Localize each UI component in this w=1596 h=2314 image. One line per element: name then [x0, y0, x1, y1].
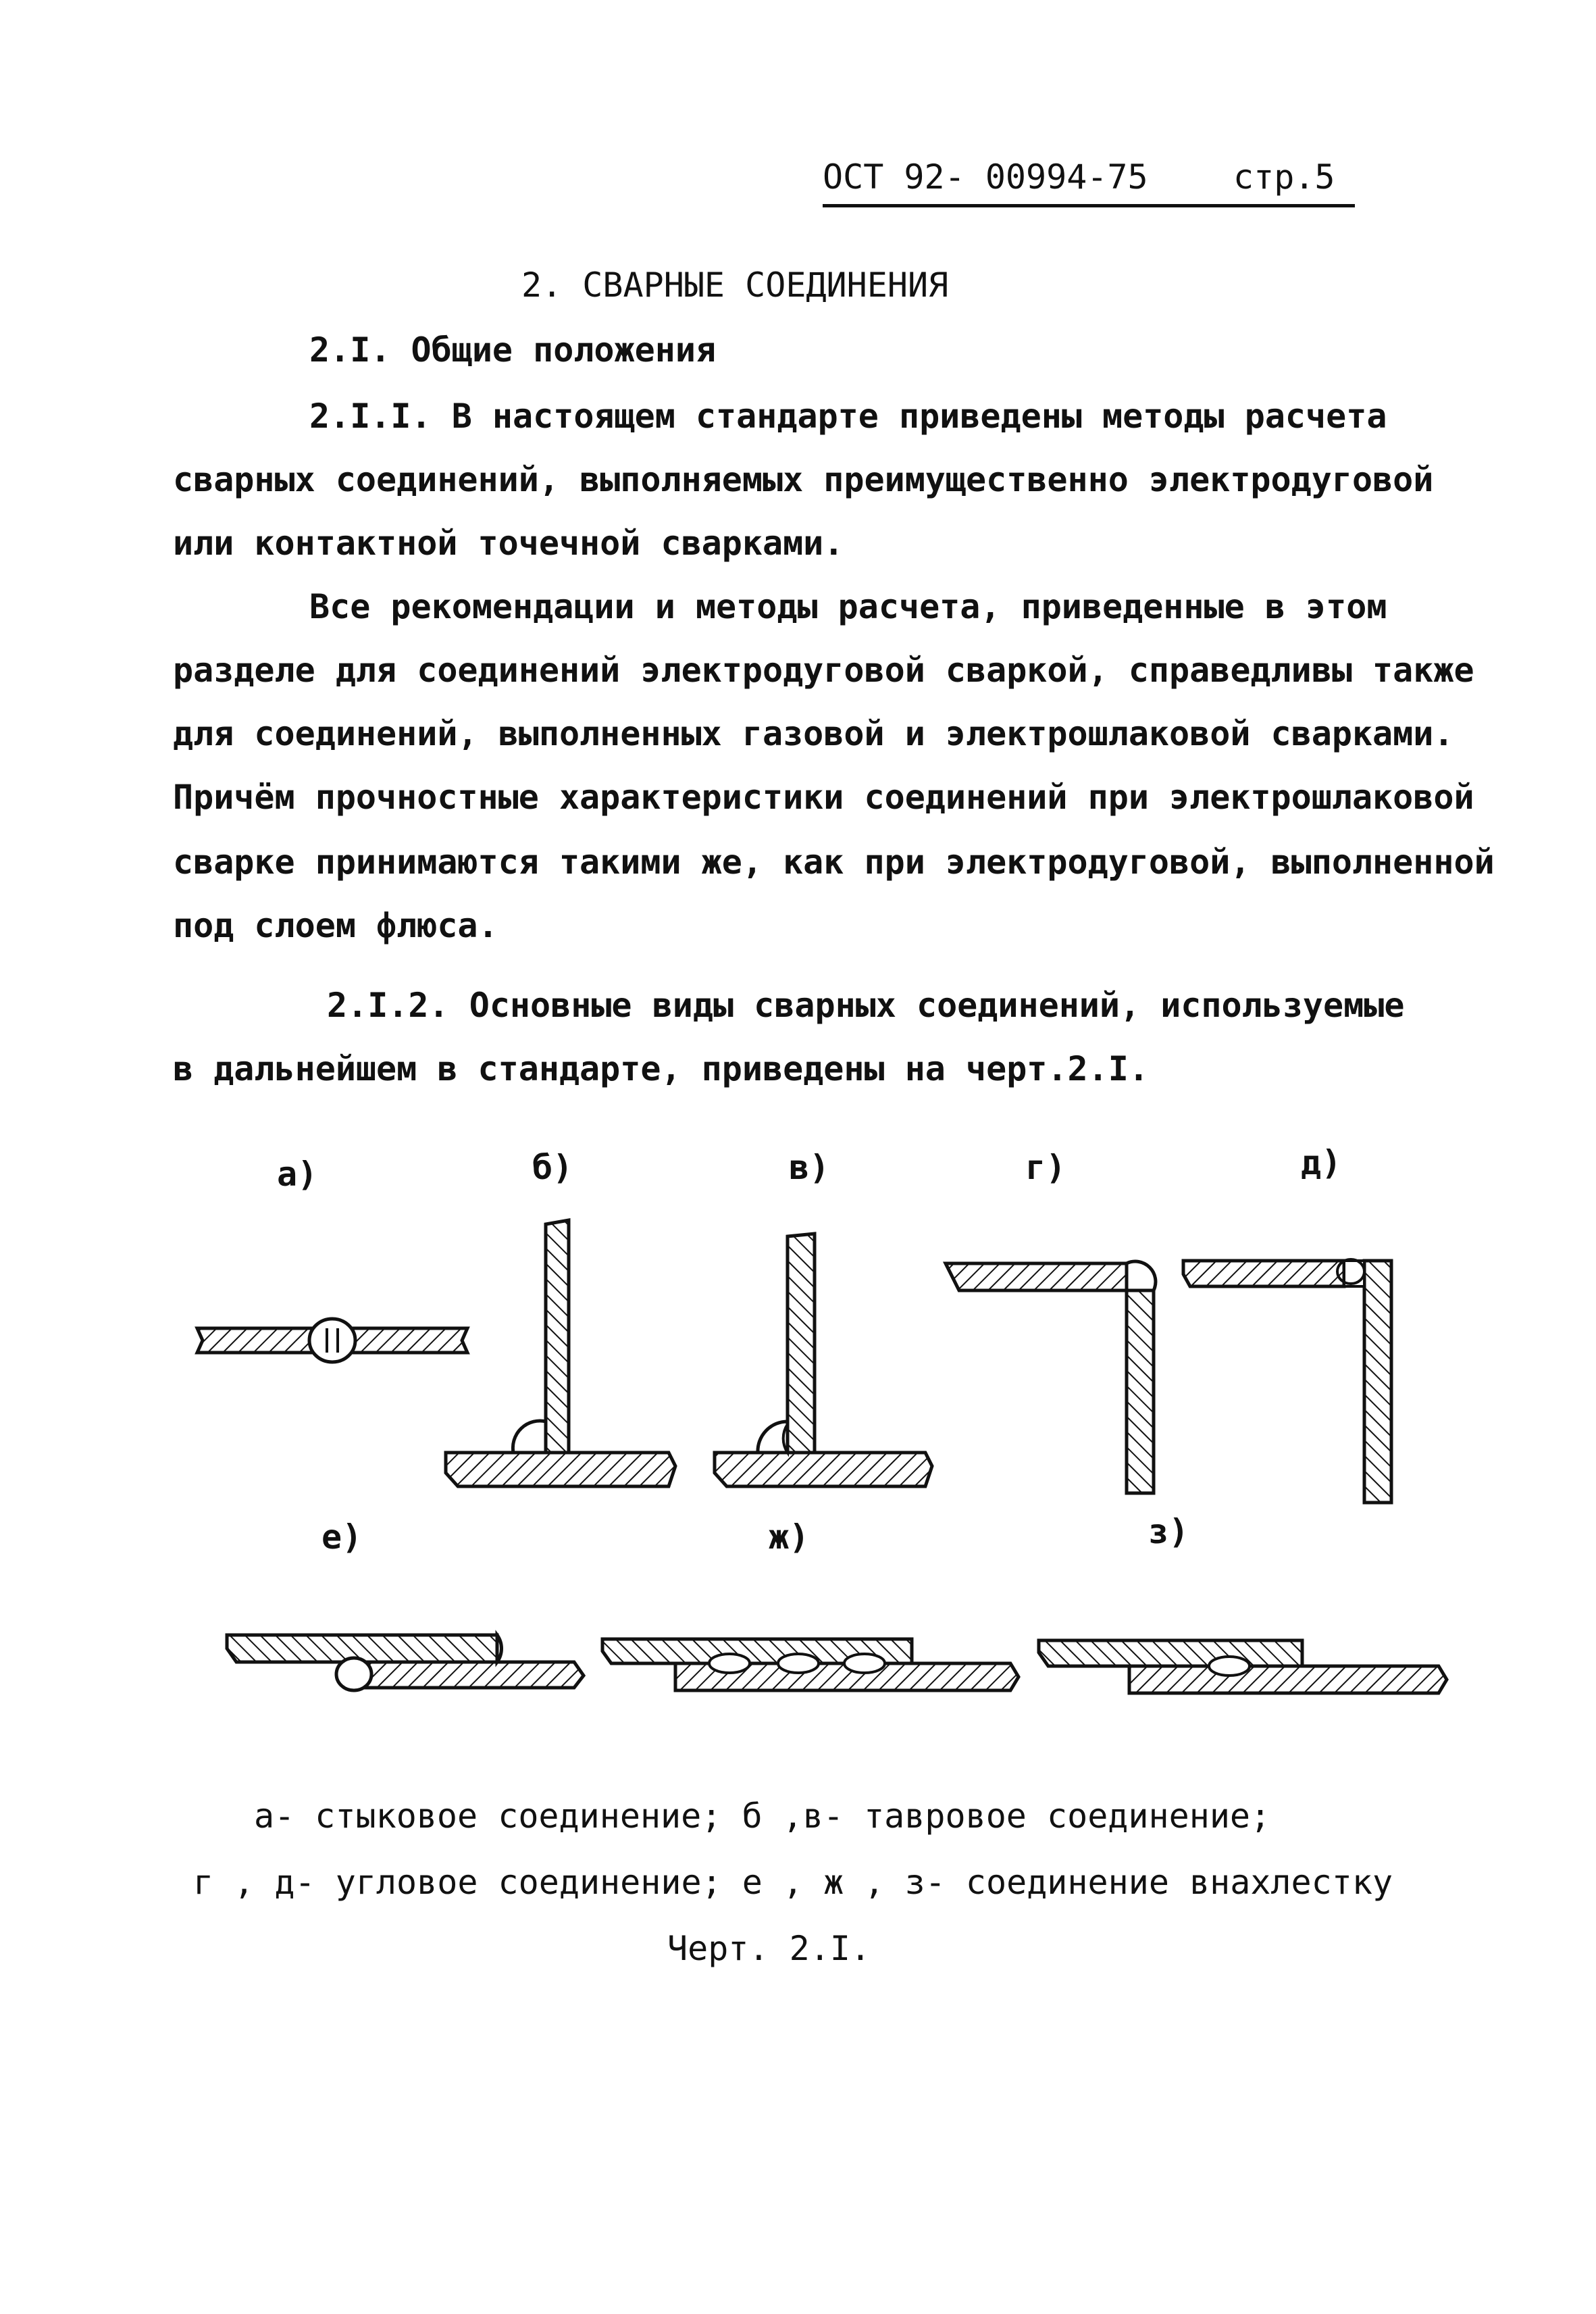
butt-joint-a	[197, 1319, 467, 1362]
lap-joint-e	[227, 1635, 584, 1690]
paragraph-line: Все рекомендации и методы расчета, приведенные в этом	[309, 587, 1387, 626]
paragraph-line: для соединений, выполненных газовой и электрошлаковой сварками.	[173, 714, 1454, 753]
fig-label-b: б)	[532, 1148, 573, 1187]
tee-joint-v	[715, 1234, 932, 1486]
paragraph-line: 2.I.2. Основные виды сварных соединений, используемые	[327, 986, 1405, 1025]
lap-joint-zh	[602, 1639, 1019, 1690]
fig-label-a: а)	[277, 1155, 318, 1194]
figure-caption-line: а- стыковое соединение; б ,в- тавровое соединение;	[254, 1796, 1271, 1836]
fig-label-v: в)	[789, 1148, 830, 1187]
document-number: ОСТ 92- 00994-75	[823, 157, 1148, 197]
paragraph-line: или контактной точечной сварками.	[173, 524, 844, 563]
paragraph-line: 2.I.I. В настоящем стандарте приведены методы расчета	[309, 397, 1387, 436]
corner-joint-g	[946, 1261, 1156, 1493]
tee-joint-b	[446, 1220, 675, 1486]
paragraph-line: разделе для соединений электродуговой сваркой, справедливы также	[173, 651, 1474, 690]
corner-joint-d	[1183, 1259, 1391, 1503]
paragraph-line: сварке принимаются такими же, как при электродуговой, выполненной	[173, 842, 1495, 882]
paragraph-line: сварных соединений, выполняемых преимущественно электродуговой	[173, 460, 1434, 499]
paragraph-line: под слоем флюса.	[173, 906, 498, 945]
fig-label-g: г)	[1025, 1148, 1066, 1187]
section-title: 2. СВАРНЫЕ СОЕДИНЕНИЯ	[521, 266, 949, 305]
figure-title: Черт. 2.I.	[667, 1929, 871, 1968]
fig-label-zh: ж)	[769, 1517, 810, 1557]
subsection-title: 2.I. Общие положения	[309, 330, 717, 370]
paragraph-line: Причём прочностные характеристики соединений при электрошлаковой	[173, 778, 1474, 817]
figure-caption-line: г , д- угловое соединение; е , ж , з- соединение внахлестку	[193, 1863, 1393, 1902]
page-number: стр.5	[1233, 157, 1335, 197]
lap-joint-z	[1039, 1640, 1447, 1693]
fig-label-e: е)	[321, 1517, 363, 1557]
fig-label-d: д)	[1301, 1143, 1342, 1182]
paragraph-line: в дальнейшем в стандарте, приведены на черт.2.I.	[173, 1049, 1149, 1088]
fig-label-z: з)	[1148, 1512, 1189, 1551]
